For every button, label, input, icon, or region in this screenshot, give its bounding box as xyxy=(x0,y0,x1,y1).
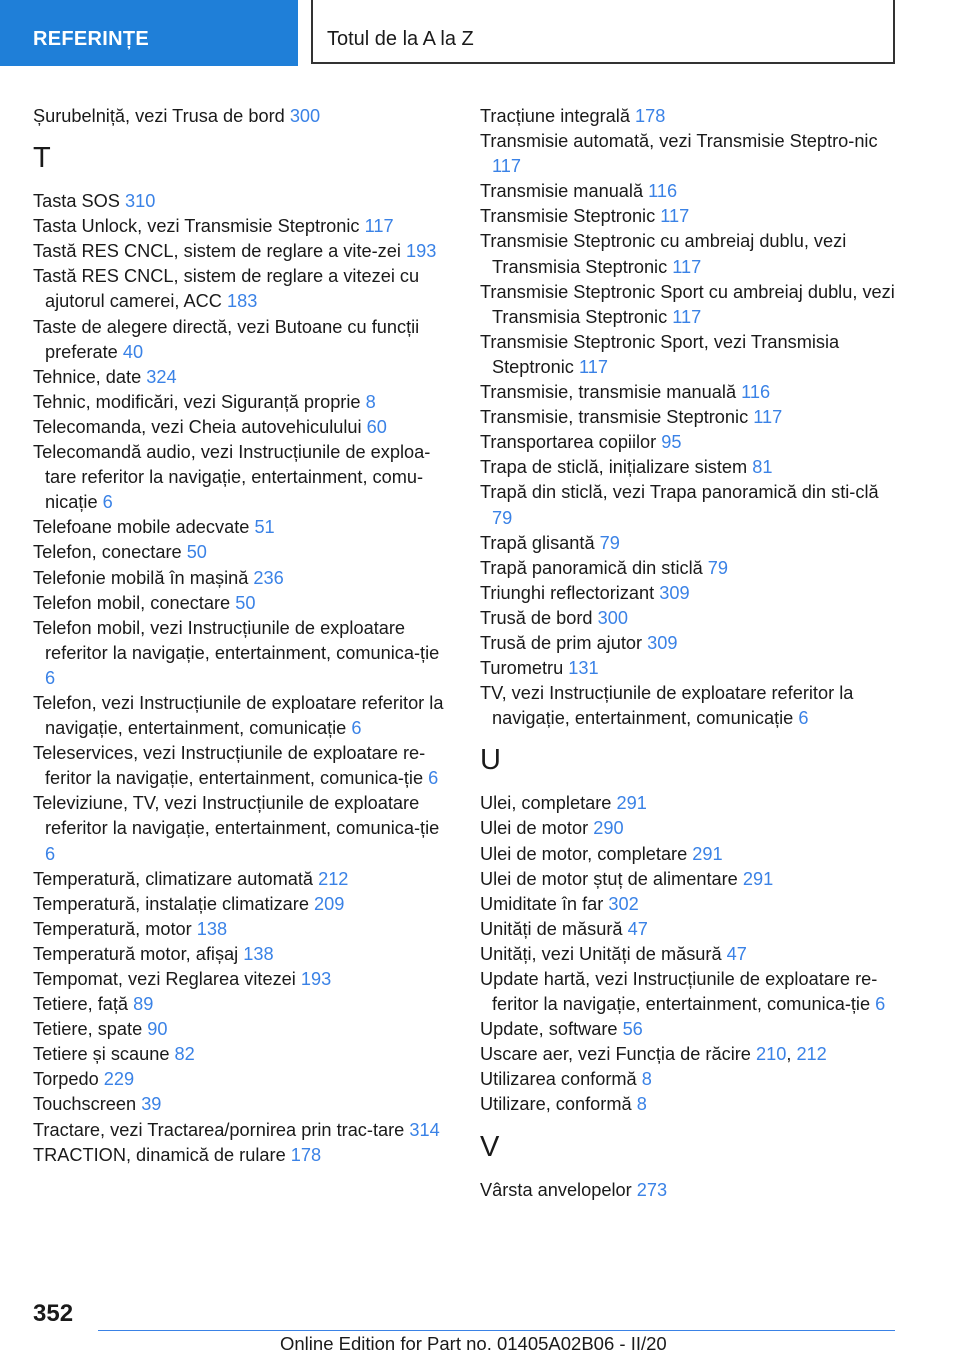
index-entry-text: Trapa de sticlă, inițializare sistem xyxy=(480,457,748,478)
page-reference-link[interactable]: 79 xyxy=(492,507,513,528)
page-reference-link[interactable]: 138 xyxy=(196,918,228,939)
index-entry-text: TV, vezi Instrucțiunile de exploatare referitor la navigație, entertainment, comunicație xyxy=(480,683,854,729)
page-reference-link[interactable]: 116 xyxy=(741,382,771,403)
index-entry-text: Taste de alegere directă, vezi Butoane cu funcții preferate xyxy=(33,316,420,362)
index-entry-text: Transmisie Steptronic xyxy=(480,206,656,227)
index-entry-text: Televiziune, TV, vezi Instrucțiunile de exploatare referitor la navigație, entertainment, comunica-ție xyxy=(33,793,440,839)
index-entry-text: Trusă de prim ajutor xyxy=(480,632,643,653)
page-reference-link[interactable]: 291 xyxy=(692,843,723,864)
index-entry xyxy=(480,967,900,1017)
index-entry xyxy=(480,480,900,530)
page-reference-link[interactable]: 8 xyxy=(641,1069,652,1090)
index-entry xyxy=(33,264,453,314)
index-column-left xyxy=(33,104,453,1168)
index-entry-text: Transmisie Steptronic cu ambreiaj dublu, vezi Transmisia Steptronic xyxy=(480,231,847,277)
index-entry xyxy=(480,867,900,892)
index-entry-text: Temperatură, instalație climatizare xyxy=(33,893,309,914)
page-reference-link[interactable]: 324 xyxy=(146,366,177,387)
index-entry xyxy=(480,581,900,606)
index-entry-text: Tempomat, vezi Reglarea vitezei xyxy=(33,969,296,989)
page-reference-link[interactable]: 6 xyxy=(45,667,56,688)
index-entry-text: Tasta Unlock, vezi Transmisie Steptronic xyxy=(33,216,360,237)
page-reference-link[interactable]: 117 xyxy=(364,216,394,237)
index-entry-text: Transportarea copiilor xyxy=(480,432,657,453)
index-entry xyxy=(480,1067,900,1092)
index-entry xyxy=(480,1178,900,1203)
index-entry-text: Transmisie, transmisie Steptronic xyxy=(480,407,749,428)
index-entry-text: Utilizarea conformă xyxy=(480,1069,637,1090)
page-reference-link[interactable]: 131 xyxy=(568,658,599,679)
index-entry xyxy=(480,631,900,656)
page-reference-link[interactable]: 6 xyxy=(102,492,113,513)
page-reference-link[interactable]: 236 xyxy=(253,567,284,588)
index-entry xyxy=(480,816,900,841)
page-reference-link[interactable]: 212 xyxy=(318,868,349,889)
page-reference-link[interactable]: 51 xyxy=(254,517,275,538)
page-reference-link[interactable]: 6 xyxy=(875,994,886,1015)
page-reference-link[interactable]: 6 xyxy=(798,708,809,729)
index-entry-text: Transmisie Steptronic Sport cu ambreiaj dublu, vezi Transmisia Steptronic xyxy=(480,281,895,327)
page-reference-link[interactable]: 309 xyxy=(647,632,678,653)
page-reference-link[interactable]: 229 xyxy=(103,1069,135,1090)
index-entry xyxy=(33,540,453,565)
index-entry xyxy=(33,390,453,415)
index-entry-text: Ulei de motor, completare xyxy=(480,843,688,864)
index-entry-text: Telefon, vezi Instrucțiunile de exploatare referitor la navigație, entertainment, comunicație xyxy=(33,692,444,739)
index-entry-text: Transmisie manuală xyxy=(480,181,644,202)
index-entry xyxy=(33,1118,453,1143)
index-entry xyxy=(480,556,900,581)
page-reference-link[interactable]: 6 xyxy=(45,843,56,864)
index-entry-text: Ulei de motor xyxy=(480,818,589,839)
index-entry xyxy=(480,280,900,330)
page-reference-link[interactable]: 117 xyxy=(660,206,690,227)
page-reference-link[interactable]: 178 xyxy=(635,106,666,126)
index-entry-text: Tetiere și scaune xyxy=(33,1044,170,1065)
page-reference-link[interactable]: 79 xyxy=(599,532,620,553)
page-reference-link[interactable]: 95 xyxy=(661,432,682,453)
page-reference-link[interactable]: 314 xyxy=(409,1119,440,1140)
index-entry-text: Tastă RES CNCL, sistem de reglare a vitezei cu ajutorul camerei, ACC xyxy=(33,266,420,312)
index-entry-text: Tractare, vezi Tractarea/pornirea prin trac-tare xyxy=(33,1119,405,1140)
index-entry-text: Update hartă, vezi Instrucțiunile de exploatare re-feritor la navigație, entertainment, comunica-ție xyxy=(480,969,878,1015)
index-entry-text: Transmisie Steptronic Sport, vezi Transmisia Steptronic xyxy=(480,331,840,377)
index-entry xyxy=(480,229,900,279)
page-reference-link[interactable]: 117 xyxy=(672,256,702,277)
index-entry xyxy=(33,1143,453,1168)
index-entry-text: Transmisie, transmisie manuală xyxy=(480,382,737,403)
page-reference-link[interactable]: 212 xyxy=(796,1044,827,1065)
index-entry xyxy=(33,214,453,239)
page-reference-link[interactable]: 178 xyxy=(290,1144,322,1165)
page-reference-link[interactable]: 81 xyxy=(752,457,773,478)
index-entry xyxy=(33,591,453,616)
index-entry-text: Telefon, conectare xyxy=(33,542,182,563)
index-entry xyxy=(33,867,453,892)
index-entry xyxy=(33,616,453,691)
page-reference-link[interactable]: 209 xyxy=(314,893,345,914)
index-entry-text: Telefon mobil, vezi Instrucțiunile de exploatare referitor la navigație, entertainment, comunica-ție xyxy=(33,617,440,663)
index-entry xyxy=(480,892,900,917)
index-entry xyxy=(33,741,453,791)
index-entry-text: Telefon mobil, conectare xyxy=(33,592,231,613)
index-entry xyxy=(33,415,453,440)
index-entry xyxy=(33,1042,453,1067)
index-entry xyxy=(480,656,900,681)
index-letter-heading: V xyxy=(480,1130,500,1163)
index-entry xyxy=(480,942,900,967)
index-entry-text: Temperatură motor, afișaj xyxy=(33,943,239,964)
index-entry xyxy=(33,440,453,515)
index-entry-text: Tetiere, spate xyxy=(33,1019,143,1040)
page-reference-link[interactable]: 117 xyxy=(672,306,702,327)
index-entry-text: Trusă de bord xyxy=(480,607,593,628)
index-entry-text: Tehnic, modificări, vezi Siguranță proprie xyxy=(33,391,361,412)
page-reference-link[interactable]: 117 xyxy=(753,407,783,428)
page-reference-link[interactable]: 290 xyxy=(593,818,624,839)
index-entry-text: Turometru xyxy=(480,658,564,679)
index-entry-text: Vârsta anvelopelor xyxy=(480,1179,632,1200)
index-entry xyxy=(480,531,900,556)
index-entry-text: Uscare aer, vezi Funcția de răcire xyxy=(480,1044,751,1065)
page-reference-link[interactable]: 300 xyxy=(597,607,628,628)
page-reference-link[interactable]: 90 xyxy=(147,1019,168,1040)
index-entry-text: Temperatură, motor xyxy=(33,918,192,939)
index-entry-text: Telefonie mobilă în mașină xyxy=(33,567,249,588)
index-entry xyxy=(33,967,453,992)
index-entry-text: Utilizare, conformă xyxy=(480,1094,632,1115)
page-reference-link[interactable]: 47 xyxy=(627,918,648,939)
index-entry-text: Transmisie automată, vezi Transmisie Steptro-nic xyxy=(480,131,878,152)
page-reference-link[interactable]: 6 xyxy=(351,718,362,739)
index-entry xyxy=(480,791,900,816)
page-reference-link[interactable]: 50 xyxy=(186,542,207,563)
footer-edition: Online Edition for Part no. 01405A02B06 - II/20 xyxy=(280,1333,667,1354)
index-entry xyxy=(480,405,900,430)
index-entry-text: Tastă RES CNCL, sistem de reglare a vite-zei xyxy=(33,241,401,262)
page-reference-link[interactable]: 291 xyxy=(616,793,647,814)
index-entry xyxy=(480,430,900,455)
page-reference-link[interactable]: 117 xyxy=(578,356,608,377)
page-reference-link[interactable]: 8 xyxy=(365,391,376,412)
index-entry-text: Triunghi reflectorizant xyxy=(480,582,655,603)
page-reference-link[interactable]: 89 xyxy=(133,994,154,1015)
index-entry-text: Trapă panoramică din sticlă xyxy=(480,557,703,578)
index-entry-text: Teleservices, vezi Instrucțiunile de exploatare re-feritor la navigație, entertainment, comunica-ție xyxy=(33,743,426,789)
page-reference-link[interactable]: 40 xyxy=(122,341,144,362)
index-entry xyxy=(480,455,900,480)
page-reference-link[interactable]: 82 xyxy=(174,1044,195,1065)
index-entry xyxy=(33,791,453,866)
index-entry xyxy=(33,992,453,1017)
index-entry xyxy=(480,104,900,129)
page-reference-link[interactable]: 309 xyxy=(659,582,690,603)
index-entry xyxy=(480,129,900,179)
page-reference-link[interactable]: 56 xyxy=(622,1019,643,1040)
index-entry-text: Unități de măsură xyxy=(480,918,623,939)
section-label: REFERINȚE xyxy=(0,0,298,66)
page-reference-link[interactable]: 50 xyxy=(235,592,256,613)
index-entry-text: Touchscreen xyxy=(33,1094,137,1115)
index-letter-heading: U xyxy=(480,744,501,777)
index-entry xyxy=(480,681,900,731)
index-entry xyxy=(480,380,900,405)
page-header xyxy=(0,0,960,66)
chapter-title: Totul de la A la Z xyxy=(311,0,895,64)
page-number: 352 xyxy=(33,1300,74,1327)
index-entry-text: Tetiere, față xyxy=(33,994,129,1015)
page-reference-link[interactable]: 193 xyxy=(300,969,332,989)
index-entry xyxy=(33,566,453,591)
index-entry-text: Șurubelniță, vezi Trusa de bord xyxy=(33,106,285,126)
page-reference-link[interactable]: 183 xyxy=(226,291,258,312)
page-reference-link[interactable]: 193 xyxy=(406,241,437,262)
index-entry xyxy=(33,892,453,917)
index-entry xyxy=(33,1017,453,1042)
index-entry xyxy=(480,330,900,380)
index-entry-text: Unități, vezi Unități de măsură xyxy=(480,943,722,964)
index-entry-text: Torpedo xyxy=(33,1069,99,1090)
page-reference-link[interactable]: 291 xyxy=(742,868,774,889)
index-entry xyxy=(33,189,453,214)
index-entry xyxy=(480,842,900,867)
page-reference-link[interactable]: 210 xyxy=(755,1044,787,1065)
page-reference-link[interactable]: 6 xyxy=(428,768,439,789)
page-reference-link[interactable]: 60 xyxy=(366,416,387,437)
page-reference-link[interactable]: 302 xyxy=(608,893,639,914)
page-reference-link[interactable]: 39 xyxy=(141,1094,162,1115)
index-entry xyxy=(480,917,900,942)
index-entry xyxy=(480,1092,900,1117)
index-entry-text: Temperatură, climatizare automată xyxy=(33,868,314,889)
page-reference-link[interactable]: 8 xyxy=(636,1094,647,1115)
index-entry-text: Trapă din sticlă, vezi Trapa panoramică din sti-clă xyxy=(480,482,879,503)
index-entry xyxy=(33,315,453,365)
index-entry-text: Telefoane mobile adecvate xyxy=(33,517,250,538)
index-entry xyxy=(33,691,453,741)
page-reference-link[interactable]: 273 xyxy=(636,1179,668,1200)
page-reference-link[interactable]: 116 xyxy=(648,181,678,202)
index-letter-heading: T xyxy=(33,142,51,175)
page-reference-link[interactable]: 300 xyxy=(289,106,321,126)
index-entry-text: Tehnice, date xyxy=(33,366,142,387)
index-entry xyxy=(480,179,900,204)
index-entry xyxy=(480,606,900,631)
index-entry: Uscare aer, vezi Funcția de răcire 210, 212 xyxy=(480,1044,827,1065)
page-reference-link[interactable]: 117 xyxy=(492,156,521,177)
page-reference-link[interactable]: 310 xyxy=(125,191,156,212)
index-entry-text: Tasta SOS xyxy=(33,191,120,212)
index-entry-text: Update, software xyxy=(480,1019,618,1040)
index-entry-text: Telecomanda, vezi Cheia autovehiculului xyxy=(33,416,362,437)
index-entry xyxy=(33,917,453,942)
page-reference-link[interactable]: 138 xyxy=(243,943,274,964)
page-reference-link[interactable]: 79 xyxy=(707,557,729,578)
page-reference-link[interactable]: 47 xyxy=(726,943,747,964)
index-entry xyxy=(480,1017,900,1042)
index-entry-text: Umiditate în far xyxy=(480,893,604,914)
index-entry-text: Tracțiune integrală xyxy=(480,106,630,126)
index-entry-text: TRACTION, dinamică de rulare xyxy=(33,1144,286,1165)
index-entry xyxy=(33,1067,453,1092)
index-column-right xyxy=(480,104,900,1203)
index-entry xyxy=(33,104,453,129)
index-entry xyxy=(33,942,453,967)
index-entry-text: Ulei, completare xyxy=(480,793,612,814)
index-entry-text: Ulei de motor ștuț de alimentare xyxy=(480,868,738,889)
index-entry xyxy=(480,204,900,229)
index-entry xyxy=(33,365,453,390)
index-entry-text: Trapă glisantă xyxy=(480,532,595,553)
index-entry xyxy=(33,1092,453,1117)
footer-divider xyxy=(98,1330,895,1331)
index-entry-text: Telecomandă audio, vezi Instrucțiunile de exploa-tare referitor la navigație, entertainment, comu-nicație xyxy=(33,442,431,513)
index-entry xyxy=(33,515,453,540)
index-entry xyxy=(33,239,453,264)
